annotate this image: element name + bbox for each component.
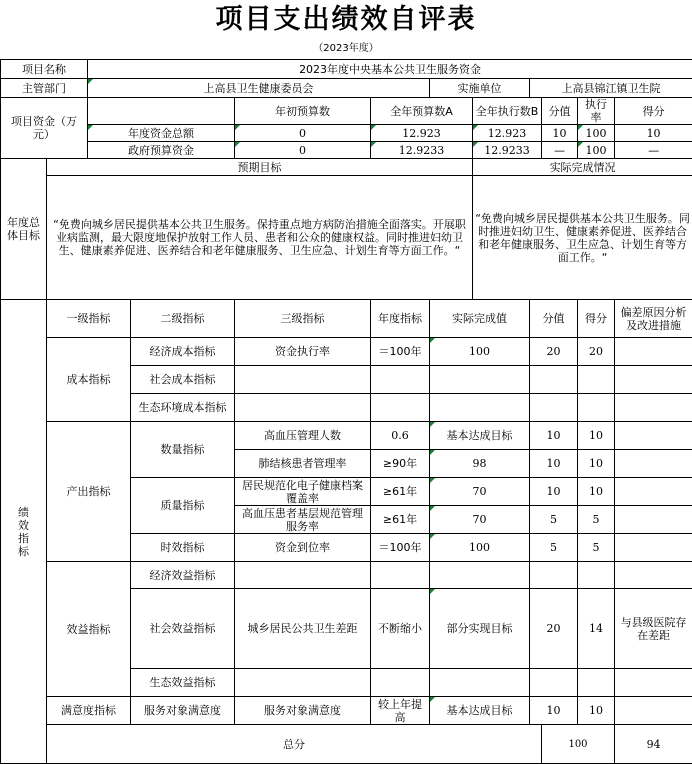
ind-output-level3: 高血压患者基层规范管理服务率 (235, 506, 371, 534)
funds-row-annual: 12.9233 (371, 142, 473, 159)
ind-header-level3: 三级指标 (235, 300, 371, 338)
funds-row-score: 10 (615, 125, 692, 142)
ind-cost-economic-actual: 100 (430, 338, 530, 366)
funds-label: 项目资金（万元） (1, 98, 88, 159)
ind-output-level3: 资金到位率 (235, 534, 371, 562)
ind-output-target: ≥61年 (371, 478, 430, 506)
ind-benefit-social-target: 不断缩小 (371, 589, 430, 669)
empty-cell (371, 366, 430, 394)
ind-output-level3: 高血压管理人数 (235, 422, 371, 450)
funds-header-score-value: 分值 (542, 98, 578, 125)
table-row (1, 338, 692, 366)
ind-header-actual: 实际完成值 (430, 300, 530, 338)
funds-row-score: — (615, 142, 692, 159)
ind-satisfaction-score: 10 (578, 697, 615, 725)
ind-output-target: ≥90年 (371, 450, 430, 478)
evaluation-table (0, 59, 692, 764)
indicators-label (1, 300, 47, 764)
ind-satisfaction-target: 较上年提高 (371, 697, 430, 725)
ind-cost-economic-target: ＝100年 (371, 338, 430, 366)
empty-cell (430, 562, 530, 589)
funds-row-name: 政府预算资金 (88, 142, 235, 159)
total-value: 100 (542, 725, 615, 764)
ind-cost-economic-level2: 经济成本指标 (131, 338, 235, 366)
empty-cell (615, 450, 692, 478)
impl-label: 实施单位 (430, 79, 530, 98)
goals-actual-text: “免费向城乡居民提供基本公共卫生服务。同时推进妇幼卫生、健康素养促进、医养结合和老年健康服务、卫生应急、计划生育等方面工作。“ (473, 176, 692, 300)
project-name-label: 项目名称 (1, 60, 88, 79)
goals-label (1, 159, 47, 300)
ind-satisfaction-level3: 服务对象满意度 (235, 697, 371, 725)
empty-cell (430, 394, 530, 422)
empty-cell (530, 669, 578, 697)
dept-value: 上高县卫生健康委员会 (88, 79, 430, 98)
empty-cell (530, 366, 578, 394)
ind-output-value: 10 (530, 450, 578, 478)
funds-row-executed: 12.923 (473, 125, 542, 142)
ind-satisfaction-level1: 满意度指标 (47, 697, 131, 725)
empty-cell (235, 394, 371, 422)
ind-satisfaction-actual: 基本达成目标 (430, 697, 530, 725)
empty-cell (615, 534, 692, 562)
funds-header-blank (88, 98, 235, 125)
ind-benefit-social-level3: 城乡居民公共卫生差距 (235, 589, 371, 669)
funds-header-initial: 年初预算数 (235, 98, 371, 125)
ind-output-actual: 70 (430, 478, 530, 506)
funds-row-total (1, 125, 692, 142)
funds-row-score-value: — (542, 142, 578, 159)
ind-header-target: 年度指标 (371, 300, 430, 338)
table-row (1, 697, 692, 725)
empty-cell (615, 506, 692, 534)
ind-output-target: ＝100年 (371, 534, 430, 562)
ind-output-actual: 98 (430, 450, 530, 478)
ind-cost-social-level2: 社会成本指标 (131, 366, 235, 394)
empty-cell (615, 422, 692, 450)
project-name-value: 2023年度中央基本公共卫生服务资金 (88, 60, 692, 79)
empty-cell (615, 478, 692, 506)
ind-header-level1: 一级指标 (47, 300, 131, 338)
ind-output-value: 5 (530, 534, 578, 562)
ind-benefit-social-actual: 部分实现目标 (430, 589, 530, 669)
ind-output-quality-level2: 质量指标 (131, 478, 235, 534)
funds-row-rate: 100 (578, 125, 615, 142)
ind-output-actual: 100 (430, 534, 530, 562)
ind-output-value: 10 (530, 478, 578, 506)
empty-cell (430, 669, 530, 697)
empty-cell (615, 669, 692, 697)
ind-output-level3: 居民规范化电子健康档案覆盖率 (235, 478, 371, 506)
ind-header-level2: 二级指标 (131, 300, 235, 338)
page-title: 项目支出绩效自评表 (0, 0, 692, 40)
funds-header-executed: 全年执行数B (473, 98, 542, 125)
ind-output-score: 10 (578, 478, 615, 506)
funds-row-annual: 12.923 (371, 125, 473, 142)
ind-output-score: 5 (578, 534, 615, 562)
ind-benefit-social-score: 14 (578, 589, 615, 669)
empty-cell (615, 394, 692, 422)
ind-satisfaction-level2: 服务对象满意度 (131, 697, 235, 725)
ind-benefit-level1: 效益指标 (47, 562, 131, 697)
funds-row-initial: 0 (235, 142, 371, 159)
goals-expected-text: “免费向城乡居民提供基本公共卫生服务。保持重点地方病防治措施全面落实。开展职业病监测，最大限度地保护放射工作人员、患者和公众的健康权益。同时推进妇幼卫生、健康素养促进、医养结合和老年健康服务、卫生应急、计划生育等方面工作。“ (47, 176, 473, 300)
empty-cell (530, 394, 578, 422)
total-score: 94 (615, 725, 692, 764)
table-row (1, 562, 692, 589)
total-row (1, 725, 692, 764)
funds-header-rate: 执行率 (578, 98, 615, 125)
funds-row-rate: 100 (578, 142, 615, 159)
ind-benefit-social-level2: 社会效益指标 (131, 589, 235, 669)
ind-output-actual: 70 (430, 506, 530, 534)
ind-output-level1: 产出指标 (47, 422, 131, 562)
goals-actual-header: 实际完成情况 (473, 159, 692, 176)
ind-output-actual: 基本达成目标 (430, 422, 530, 450)
ind-header-reason: 偏差原因分析及改进措施 (615, 300, 692, 338)
goals-expected-header: 预期目标 (47, 159, 473, 176)
impl-value: 上高县锦江镇卫生院 (530, 79, 692, 98)
ind-benefit-economic-level2: 经济效益指标 (131, 562, 235, 589)
empty-cell (371, 562, 430, 589)
empty-cell (371, 669, 430, 697)
empty-cell (615, 366, 692, 394)
funds-row-name: 年度资金总额 (88, 125, 235, 142)
ind-header-value: 分值 (530, 300, 578, 338)
ind-satisfaction-value: 10 (530, 697, 578, 725)
empty-cell (235, 562, 371, 589)
ind-output-timeliness-level2: 时效指标 (131, 534, 235, 562)
ind-output-quantity-level2: 数量指标 (131, 422, 235, 478)
empty-cell (615, 697, 692, 725)
ind-cost-economic-score: 20 (578, 338, 615, 366)
funds-row-score-value: 10 (542, 125, 578, 142)
empty-cell (235, 669, 371, 697)
ind-output-level3: 肺结核患者管理率 (235, 450, 371, 478)
goals-label-text: 年度总体目标 (6, 216, 42, 242)
ind-cost-level1: 成本指标 (47, 338, 131, 422)
funds-row-government (1, 142, 692, 159)
page-subtitle: （2023年度） (0, 40, 692, 58)
funds-header-annual: 全年预算数A (371, 98, 473, 125)
empty-cell (615, 562, 692, 589)
funds-header-score: 得分 (615, 98, 692, 125)
ind-benefit-social-value: 20 (530, 589, 578, 669)
total-label: 总分 (47, 725, 542, 764)
ind-cost-economic-level3: 资金执行率 (235, 338, 371, 366)
empty-cell (371, 394, 430, 422)
empty-cell (235, 366, 371, 394)
funds-row-initial: 0 (235, 125, 371, 142)
indicators-label-text: 绩效指标 (18, 506, 30, 558)
ind-benefit-social-reason: 与县级医院存在差距 (615, 589, 692, 669)
ind-cost-economic-reason (615, 338, 692, 366)
empty-cell (578, 366, 615, 394)
ind-output-target: ≥61年 (371, 506, 430, 534)
dept-label: 主管部门 (1, 79, 88, 98)
ind-cost-eco-level2: 生态环境成本指标 (131, 394, 235, 422)
table-row (1, 422, 692, 450)
empty-cell (430, 366, 530, 394)
ind-header-score: 得分 (578, 300, 615, 338)
ind-output-score: 10 (578, 422, 615, 450)
empty-cell (578, 669, 615, 697)
ind-output-value: 10 (530, 422, 578, 450)
ind-output-target: 0.6 (371, 422, 430, 450)
funds-row-executed: 12.9233 (473, 142, 542, 159)
ind-cost-economic-value: 20 (530, 338, 578, 366)
empty-cell (578, 394, 615, 422)
empty-cell (578, 562, 615, 589)
ind-output-value: 5 (530, 506, 578, 534)
ind-output-score: 10 (578, 450, 615, 478)
ind-output-score: 5 (578, 506, 615, 534)
ind-benefit-eco-level2: 生态效益指标 (131, 669, 235, 697)
empty-cell (530, 562, 578, 589)
